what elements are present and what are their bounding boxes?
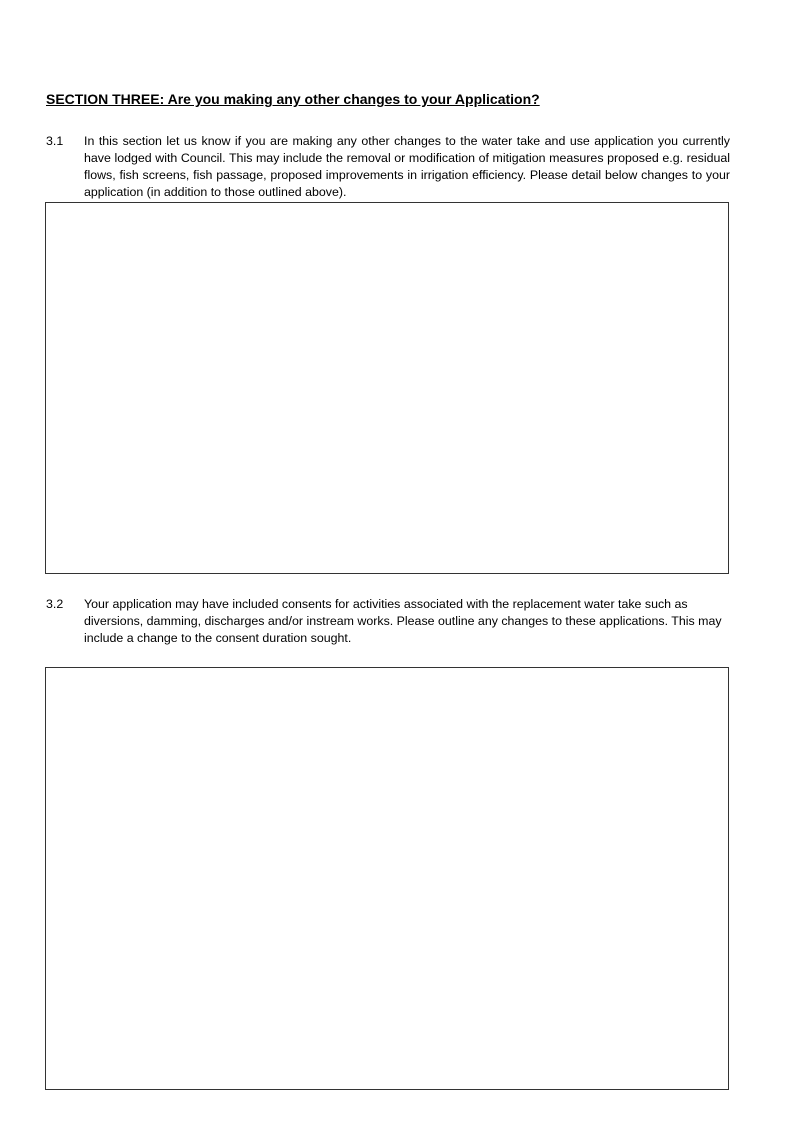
question-3-1-number: 3.1 [46, 134, 64, 148]
question-3-2-number: 3.2 [46, 597, 64, 611]
question-3-1-text: In this section let us know if you are making any other changes to the water take and use application you currently have lodged with Council. This may include the removal or modification of mitigation measures proposed e.g. residual flows, fish screens, fish passage, proposed improvements in irrigation efficiency. Please detail below changes to your application (in addition to those outlined above). [84, 134, 730, 199]
question-3-1-answer-box[interactable] [45, 202, 729, 574]
question-3-2-answer-box[interactable] [45, 667, 729, 1090]
section-heading: SECTION THREE: Are you making any other changes to your Application? [46, 91, 540, 107]
question-3-2-text: Your application may have included consents for activities associated with the replacement water take such as diversions, damming, discharges and/or instream works. Please outline any changes to these applications. This may include a change to the consent duration sought. [84, 597, 722, 645]
